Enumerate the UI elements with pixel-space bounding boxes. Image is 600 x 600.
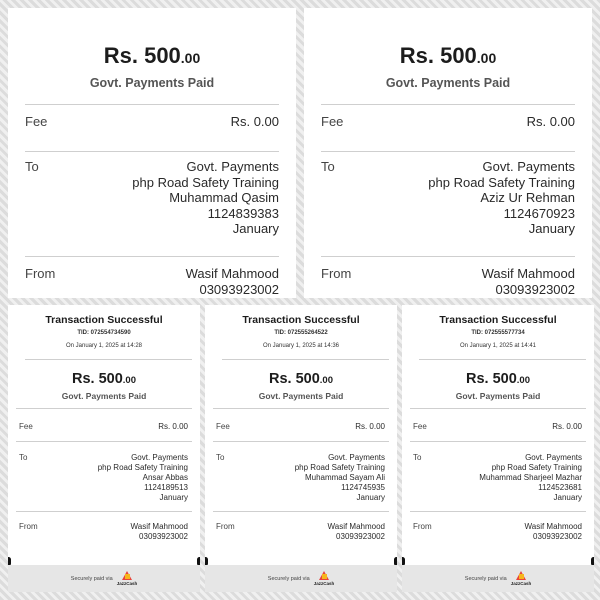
transaction-id: TID: 072554734590 xyxy=(77,330,131,336)
recipient-details: Govt. Payments php Road Safety Training Ansar Abbas 1124189513 January xyxy=(97,453,188,502)
to-label: To xyxy=(321,159,335,174)
from-label: From xyxy=(25,266,56,281)
divider xyxy=(222,359,389,360)
fee-label: Fee xyxy=(413,422,427,431)
divider xyxy=(321,151,575,152)
payment-type: Govt. Payments Paid xyxy=(385,76,511,90)
divider xyxy=(25,256,279,257)
receipt-card-4 xyxy=(205,305,397,592)
recipient-details: Govt. Payments php Road Safety Training Muhammad Sayam Ali 1124745935 January xyxy=(294,453,385,502)
divider xyxy=(25,359,192,360)
transaction-id: TID: 072555264522 xyxy=(274,330,328,336)
jazzcash-logo-icon: JazzCash xyxy=(314,571,335,586)
fee-value: Rs. 0.00 xyxy=(526,114,575,129)
divider xyxy=(410,511,586,512)
sender-details: Wasif Mahmood 03093923002 xyxy=(481,266,575,297)
amount: Rs. 500.00 xyxy=(399,43,497,68)
sender-details: Wasif Mahmood 03093923002 xyxy=(327,522,385,541)
fee-label: Fee xyxy=(216,422,230,431)
divider xyxy=(16,511,192,512)
secure-text: Securely paid via xyxy=(267,575,310,582)
amount: Rs. 500.00 xyxy=(71,371,136,387)
sender-details: Wasif Mahmood 03093923002 xyxy=(524,522,582,541)
fee-label: Fee xyxy=(25,114,48,129)
from-label: From xyxy=(321,266,352,281)
transaction-datetime: On January 1, 2025 at 14:41 xyxy=(459,343,537,349)
fee-value: Rs. 0.00 xyxy=(552,422,582,431)
payment-type: Govt. Payments Paid xyxy=(455,391,541,401)
to-label: To xyxy=(413,453,422,462)
receipt-card-3 xyxy=(8,305,200,592)
divider xyxy=(321,256,575,257)
from-label: From xyxy=(216,522,235,531)
fee-label: Fee xyxy=(321,114,344,129)
fee-value: Rs. 0.00 xyxy=(158,422,188,431)
to-label: To xyxy=(19,453,28,462)
sender-details: Wasif Mahmood 03093923002 xyxy=(130,522,188,541)
secure-footer xyxy=(402,565,594,592)
divider xyxy=(25,151,279,152)
to-label: To xyxy=(25,159,39,174)
divider xyxy=(213,441,389,442)
secure-text: Securely paid via xyxy=(464,575,507,582)
divider xyxy=(410,441,586,442)
payment-type: Govt. Payments Paid xyxy=(258,391,344,401)
divider xyxy=(213,511,389,512)
receipt-card-1 xyxy=(8,8,296,298)
from-label: From xyxy=(19,522,38,531)
divider xyxy=(25,104,279,105)
jazzcash-logo-icon: JazzCash xyxy=(117,571,138,586)
sender-details: Wasif Mahmood 03093923002 xyxy=(185,266,279,297)
secure-footer xyxy=(8,565,200,592)
jazzcash-logo-icon: JazzCash xyxy=(511,571,532,586)
divider xyxy=(213,408,389,409)
status-title: Transaction Successful xyxy=(242,314,360,326)
divider xyxy=(16,408,192,409)
transaction-id: TID: 072555577734 xyxy=(471,330,525,336)
amount: Rs. 500.00 xyxy=(103,43,201,68)
divider xyxy=(321,104,575,105)
status-title: Transaction Successful xyxy=(45,314,163,326)
fee-value: Rs. 0.00 xyxy=(355,422,385,431)
receipt-card-2 xyxy=(304,8,592,298)
recipient-details: Govt. Payments php Road Safety Training Muhammad Qasim 1124839383 January xyxy=(132,159,279,236)
fee-label: Fee xyxy=(19,422,33,431)
transaction-datetime: On January 1, 2025 at 14:36 xyxy=(262,343,340,349)
secure-text: Securely paid via xyxy=(70,575,113,582)
divider xyxy=(16,441,192,442)
divider xyxy=(419,359,586,360)
recipient-details: Govt. Payments php Road Safety Training Muhammad Sharjeel Mazhar 1124523681 January xyxy=(479,453,582,502)
transaction-datetime: On January 1, 2025 at 14:28 xyxy=(65,343,143,349)
amount: Rs. 500.00 xyxy=(268,371,333,387)
from-label: From xyxy=(413,522,432,531)
receipt-card-5 xyxy=(402,305,594,592)
fee-value: Rs. 0.00 xyxy=(230,114,279,129)
to-label: To xyxy=(216,453,225,462)
divider xyxy=(410,408,586,409)
amount: Rs. 500.00 xyxy=(465,371,530,387)
recipient-details: Govt. Payments php Road Safety Training Aziz Ur Rehman 1124670923 January xyxy=(428,159,575,236)
payment-type: Govt. Payments Paid xyxy=(89,76,215,90)
status-title: Transaction Successful xyxy=(439,314,557,326)
secure-footer xyxy=(205,565,397,592)
payment-type: Govt. Payments Paid xyxy=(61,391,147,401)
